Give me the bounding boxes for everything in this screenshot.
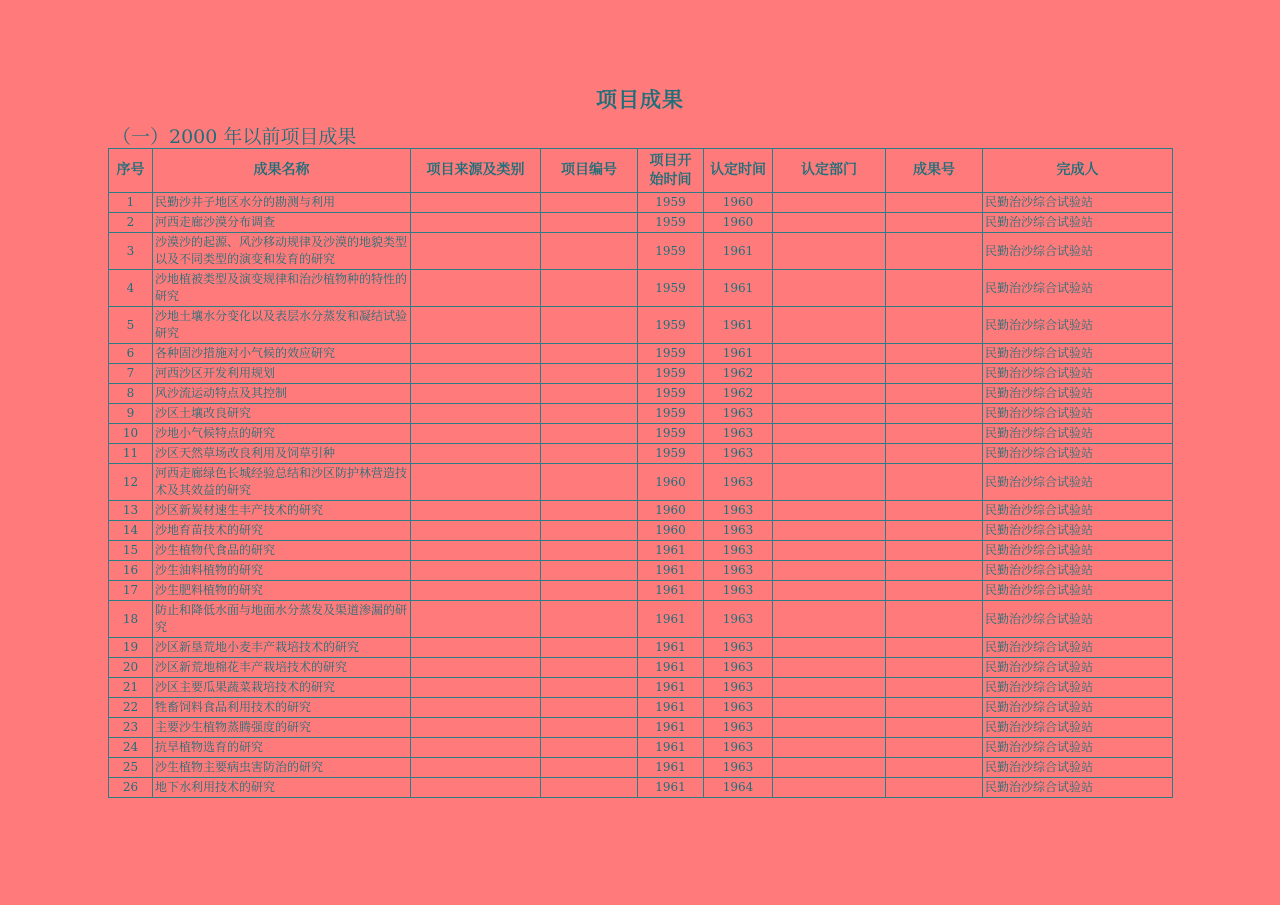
cell-source: [411, 464, 541, 501]
table-header-row: [109, 149, 1173, 193]
cell-dept: [773, 541, 886, 561]
cell-code: [541, 521, 638, 541]
cell-result-no: [886, 581, 983, 601]
table-row: [109, 404, 1173, 424]
cell-seq: 19: [109, 638, 153, 658]
cell-name: 抗旱植物选育的研究: [153, 738, 411, 758]
cell-result-no: [886, 307, 983, 344]
cell-name: 沙漠沙的起源、风沙移动规律及沙漠的地貌类型以及不同类型的演变和发育的研究: [153, 233, 411, 270]
cell-dept: [773, 213, 886, 233]
table-row: [109, 501, 1173, 521]
cell-dept: [773, 698, 886, 718]
cell-name: 沙地土壤水分变化以及表层水分蒸发和凝结试验研究: [153, 307, 411, 344]
cell-result-no: [886, 638, 983, 658]
cell-result-no: [886, 384, 983, 404]
cell-code: [541, 698, 638, 718]
cell-result-no: [886, 698, 983, 718]
cell-completer: 民勤治沙综合试验站: [983, 384, 1173, 404]
cell-approved-time: 1963: [704, 718, 773, 738]
page-title: 项目成果: [596, 87, 684, 112]
cell-completer: 民勤治沙综合试验站: [983, 738, 1173, 758]
cell-result-no: [886, 521, 983, 541]
cell-source: [411, 758, 541, 778]
cell-code: [541, 193, 638, 213]
cell-result-no: [886, 678, 983, 698]
cell-approved-time: 1963: [704, 581, 773, 601]
cell-code: [541, 364, 638, 384]
cell-start-time: 1961: [638, 601, 704, 638]
cell-completer: 民勤治沙综合试验站: [983, 193, 1173, 213]
cell-seq: 8: [109, 384, 153, 404]
cell-code: [541, 541, 638, 561]
section-subtitle: （一）2000 年以前项目成果: [112, 126, 357, 148]
cell-start-time: 1961: [638, 778, 704, 798]
cell-code: [541, 464, 638, 501]
cell-dept: [773, 678, 886, 698]
cell-start-time: 1961: [638, 758, 704, 778]
cell-start-time: 1959: [638, 384, 704, 404]
cell-dept: [773, 601, 886, 638]
cell-completer: 民勤治沙综合试验站: [983, 270, 1173, 307]
cell-dept: [773, 424, 886, 444]
cell-seq: 7: [109, 364, 153, 384]
cell-dept: [773, 718, 886, 738]
cell-completer: 民勤治沙综合试验站: [983, 561, 1173, 581]
cell-result-no: [886, 501, 983, 521]
cell-approved-time: 1963: [704, 521, 773, 541]
cell-seq: 22: [109, 698, 153, 718]
cell-approved-time: 1963: [704, 424, 773, 444]
cell-dept: [773, 638, 886, 658]
table-row: [109, 364, 1173, 384]
cell-completer: 民勤治沙综合试验站: [983, 698, 1173, 718]
cell-source: [411, 541, 541, 561]
cell-dept: [773, 404, 886, 424]
cell-start-time: 1960: [638, 501, 704, 521]
cell-completer: 民勤治沙综合试验站: [983, 344, 1173, 364]
cell-source: [411, 581, 541, 601]
cell-approved-time: 1963: [704, 638, 773, 658]
table-row: [109, 698, 1173, 718]
cell-start-time: 1961: [638, 658, 704, 678]
cell-source: [411, 738, 541, 758]
table-row: [109, 193, 1173, 213]
cell-completer: 民勤治沙综合试验站: [983, 364, 1173, 384]
cell-source: [411, 521, 541, 541]
cell-seq: 4: [109, 270, 153, 307]
cell-seq: 1: [109, 193, 153, 213]
cell-approved-time: 1961: [704, 233, 773, 270]
table-row: [109, 384, 1173, 404]
cell-code: [541, 601, 638, 638]
table-row: [109, 424, 1173, 444]
cell-code: [541, 307, 638, 344]
cell-completer: 民勤治沙综合试验站: [983, 213, 1173, 233]
cell-source: [411, 601, 541, 638]
cell-dept: [773, 464, 886, 501]
cell-source: [411, 638, 541, 658]
cell-start-time: 1960: [638, 521, 704, 541]
table-row: [109, 270, 1173, 307]
cell-dept: [773, 364, 886, 384]
cell-start-time: 1961: [638, 678, 704, 698]
cell-name: 河西沙区开发利用规划: [153, 364, 411, 384]
cell-result-no: [886, 658, 983, 678]
cell-result-no: [886, 541, 983, 561]
cell-seq: 21: [109, 678, 153, 698]
cell-name: 沙地小气候特点的研究: [153, 424, 411, 444]
header-start-line1: 项目开: [649, 152, 692, 169]
cell-name: 民勤沙井子地区水分的勘测与利用: [153, 193, 411, 213]
cell-code: [541, 444, 638, 464]
cell-source: [411, 270, 541, 307]
cell-completer: 民勤治沙综合试验站: [983, 404, 1173, 424]
table-row: [109, 344, 1173, 364]
cell-name: 防止和降低水面与地面水分蒸发及渠道渗漏的研究: [153, 601, 411, 638]
table-row: [109, 561, 1173, 581]
table-row: [109, 521, 1173, 541]
cell-start-time: 1961: [638, 698, 704, 718]
cell-result-no: [886, 601, 983, 638]
cell-result-no: [886, 270, 983, 307]
cell-approved-time: 1963: [704, 658, 773, 678]
cell-result-no: [886, 424, 983, 444]
cell-completer: 民勤治沙综合试验站: [983, 233, 1173, 270]
cell-approved-time: 1963: [704, 444, 773, 464]
cell-dept: [773, 384, 886, 404]
table-row: [109, 758, 1173, 778]
cell-result-no: [886, 193, 983, 213]
cell-name: 地下水利用技术的研究: [153, 778, 411, 798]
cell-start-time: 1959: [638, 364, 704, 384]
cell-seq: 17: [109, 581, 153, 601]
cell-name: 牲畜饲料食品利用技术的研究: [153, 698, 411, 718]
cell-seq: 14: [109, 521, 153, 541]
cell-name: 沙生肥料植物的研究: [153, 581, 411, 601]
cell-approved-time: 1960: [704, 213, 773, 233]
cell-approved-time: 1963: [704, 738, 773, 758]
cell-start-time: 1959: [638, 270, 704, 307]
cell-approved-time: 1963: [704, 501, 773, 521]
cell-seq: 23: [109, 718, 153, 738]
cell-seq: 10: [109, 424, 153, 444]
cell-start-time: 1959: [638, 424, 704, 444]
cell-source: [411, 501, 541, 521]
cell-code: [541, 344, 638, 364]
cell-name: 河西走廊沙漠分布调查: [153, 213, 411, 233]
cell-seq: 6: [109, 344, 153, 364]
cell-result-no: [886, 718, 983, 738]
header-source: 项目来源及类别: [411, 149, 541, 193]
cell-approved-time: 1963: [704, 758, 773, 778]
cell-seq: 15: [109, 541, 153, 561]
table-row: [109, 233, 1173, 270]
cell-name: 沙区土壤改良研究: [153, 404, 411, 424]
cell-name: 沙区天然草场改良利用及饲草引种: [153, 444, 411, 464]
cell-code: [541, 778, 638, 798]
cell-seq: 18: [109, 601, 153, 638]
header-code: 项目编号: [541, 149, 638, 193]
cell-name: 沙区新炭材速生丰产技术的研究: [153, 501, 411, 521]
cell-source: [411, 344, 541, 364]
cell-approved-time: 1960: [704, 193, 773, 213]
cell-name: 沙生植物代食品的研究: [153, 541, 411, 561]
table-row: [109, 778, 1173, 798]
cell-result-no: [886, 364, 983, 384]
cell-code: [541, 561, 638, 581]
cell-name: 沙生植物主要病虫害防治的研究: [153, 758, 411, 778]
cell-completer: 民勤治沙综合试验站: [983, 541, 1173, 561]
cell-code: [541, 718, 638, 738]
cell-dept: [773, 561, 886, 581]
header-name: 成果名称: [153, 149, 411, 193]
cell-start-time: 1961: [638, 738, 704, 758]
cell-seq: 25: [109, 758, 153, 778]
cell-name: 沙区新荒地棉花丰产栽培技术的研究: [153, 658, 411, 678]
cell-dept: [773, 658, 886, 678]
cell-approved-time: 1964: [704, 778, 773, 798]
cell-approved-time: 1963: [704, 541, 773, 561]
header-start-line2: 始时间: [649, 171, 692, 188]
cell-start-time: 1959: [638, 213, 704, 233]
table-row: [109, 444, 1173, 464]
cell-start-time: 1959: [638, 444, 704, 464]
cell-approved-time: 1961: [704, 344, 773, 364]
cell-seq: 20: [109, 658, 153, 678]
cell-name: 各种固沙措施对小气候的效应研究: [153, 344, 411, 364]
table-row: [109, 678, 1173, 698]
header-result-no: 成果号: [886, 149, 983, 193]
cell-source: [411, 698, 541, 718]
cell-approved-time: 1963: [704, 698, 773, 718]
cell-code: [541, 638, 638, 658]
table-row: [109, 541, 1173, 561]
cell-source: [411, 424, 541, 444]
cell-source: [411, 364, 541, 384]
cell-name: 沙地植被类型及演变规律和治沙植物种的特性的研究: [153, 270, 411, 307]
cell-seq: 12: [109, 464, 153, 501]
cell-result-no: [886, 444, 983, 464]
cell-code: [541, 738, 638, 758]
cell-completer: 民勤治沙综合试验站: [983, 658, 1173, 678]
header-approved-time: 认定时间: [704, 149, 773, 193]
cell-source: [411, 718, 541, 738]
cell-completer: 民勤治沙综合试验站: [983, 444, 1173, 464]
cell-seq: 16: [109, 561, 153, 581]
table-row: [109, 601, 1173, 638]
cell-name: 河西走廊绿色长城经验总结和沙区防护林营造技术及其效益的研究: [153, 464, 411, 501]
cell-completer: 民勤治沙综合试验站: [983, 307, 1173, 344]
cell-approved-time: 1962: [704, 364, 773, 384]
cell-code: [541, 424, 638, 444]
cell-start-time: 1961: [638, 541, 704, 561]
header-dept: 认定部门: [773, 149, 886, 193]
cell-dept: [773, 758, 886, 778]
cell-result-no: [886, 233, 983, 270]
cell-dept: [773, 270, 886, 307]
cell-completer: 民勤治沙综合试验站: [983, 581, 1173, 601]
cell-name: 主要沙生植物蒸腾强度的研究: [153, 718, 411, 738]
cell-source: [411, 233, 541, 270]
cell-code: [541, 658, 638, 678]
cell-code: [541, 758, 638, 778]
cell-source: [411, 778, 541, 798]
cell-dept: [773, 344, 886, 364]
cell-seq: 11: [109, 444, 153, 464]
cell-approved-time: 1963: [704, 404, 773, 424]
cell-approved-time: 1961: [704, 270, 773, 307]
cell-completer: 民勤治沙综合试验站: [983, 718, 1173, 738]
cell-dept: [773, 738, 886, 758]
cell-result-no: [886, 344, 983, 364]
cell-dept: [773, 193, 886, 213]
cell-approved-time: 1963: [704, 678, 773, 698]
cell-result-no: [886, 404, 983, 424]
cell-source: [411, 678, 541, 698]
cell-dept: [773, 581, 886, 601]
cell-start-time: 1959: [638, 193, 704, 213]
cell-result-no: [886, 213, 983, 233]
cell-completer: 民勤治沙综合试验站: [983, 424, 1173, 444]
cell-seq: 24: [109, 738, 153, 758]
cell-source: [411, 193, 541, 213]
cell-source: [411, 384, 541, 404]
cell-completer: 民勤治沙综合试验站: [983, 501, 1173, 521]
cell-name: 风沙流运动特点及其控制: [153, 384, 411, 404]
cell-start-time: 1959: [638, 307, 704, 344]
cell-dept: [773, 521, 886, 541]
cell-completer: 民勤治沙综合试验站: [983, 758, 1173, 778]
cell-source: [411, 213, 541, 233]
cell-approved-time: 1961: [704, 307, 773, 344]
cell-completer: 民勤治沙综合试验站: [983, 601, 1173, 638]
cell-approved-time: 1962: [704, 384, 773, 404]
cell-code: [541, 581, 638, 601]
cell-result-no: [886, 561, 983, 581]
table-row: [109, 638, 1173, 658]
cell-approved-time: 1963: [704, 464, 773, 501]
cell-source: [411, 658, 541, 678]
cell-completer: 民勤治沙综合试验站: [983, 778, 1173, 798]
cell-name: 沙区新垦荒地小麦丰产栽培技术的研究: [153, 638, 411, 658]
cell-name: 沙区主要瓜果蔬菜栽培技术的研究: [153, 678, 411, 698]
header-seq: 序号: [109, 149, 153, 193]
cell-dept: [773, 778, 886, 798]
cell-completer: 民勤治沙综合试验站: [983, 521, 1173, 541]
cell-completer: 民勤治沙综合试验站: [983, 638, 1173, 658]
cell-code: [541, 213, 638, 233]
cell-source: [411, 444, 541, 464]
table-row: [109, 581, 1173, 601]
cell-seq: 9: [109, 404, 153, 424]
cell-name: 沙地育苗技术的研究: [153, 521, 411, 541]
cell-approved-time: 1963: [704, 601, 773, 638]
table-row: [109, 738, 1173, 758]
cell-result-no: [886, 464, 983, 501]
cell-completer: 民勤治沙综合试验站: [983, 678, 1173, 698]
cell-start-time: 1961: [638, 581, 704, 601]
cell-approved-time: 1963: [704, 561, 773, 581]
cell-seq: 26: [109, 778, 153, 798]
cell-seq: 13: [109, 501, 153, 521]
cell-start-time: 1961: [638, 718, 704, 738]
table-row: [109, 213, 1173, 233]
cell-start-time: 1961: [638, 561, 704, 581]
cell-dept: [773, 233, 886, 270]
cell-start-time: 1960: [638, 464, 704, 501]
table-row: [109, 658, 1173, 678]
header-start-time: [638, 149, 704, 193]
cell-seq: 2: [109, 213, 153, 233]
table-body: [109, 193, 1173, 798]
cell-code: [541, 233, 638, 270]
table-row: [109, 307, 1173, 344]
cell-code: [541, 404, 638, 424]
cell-seq: 5: [109, 307, 153, 344]
results-table: [108, 148, 1173, 798]
cell-dept: [773, 501, 886, 521]
cell-dept: [773, 307, 886, 344]
header-completer: 完成人: [983, 149, 1173, 193]
cell-result-no: [886, 778, 983, 798]
cell-start-time: 1959: [638, 344, 704, 364]
cell-code: [541, 384, 638, 404]
cell-source: [411, 404, 541, 424]
table-row: [109, 464, 1173, 501]
cell-name: 沙生油料植物的研究: [153, 561, 411, 581]
cell-start-time: 1959: [638, 233, 704, 270]
cell-code: [541, 678, 638, 698]
cell-code: [541, 501, 638, 521]
cell-result-no: [886, 738, 983, 758]
cell-result-no: [886, 758, 983, 778]
cell-source: [411, 561, 541, 581]
cell-code: [541, 270, 638, 307]
cell-source: [411, 307, 541, 344]
cell-seq: 3: [109, 233, 153, 270]
cell-start-time: 1959: [638, 404, 704, 424]
cell-completer: 民勤治沙综合试验站: [983, 464, 1173, 501]
cell-start-time: 1961: [638, 638, 704, 658]
table-row: [109, 718, 1173, 738]
cell-dept: [773, 444, 886, 464]
